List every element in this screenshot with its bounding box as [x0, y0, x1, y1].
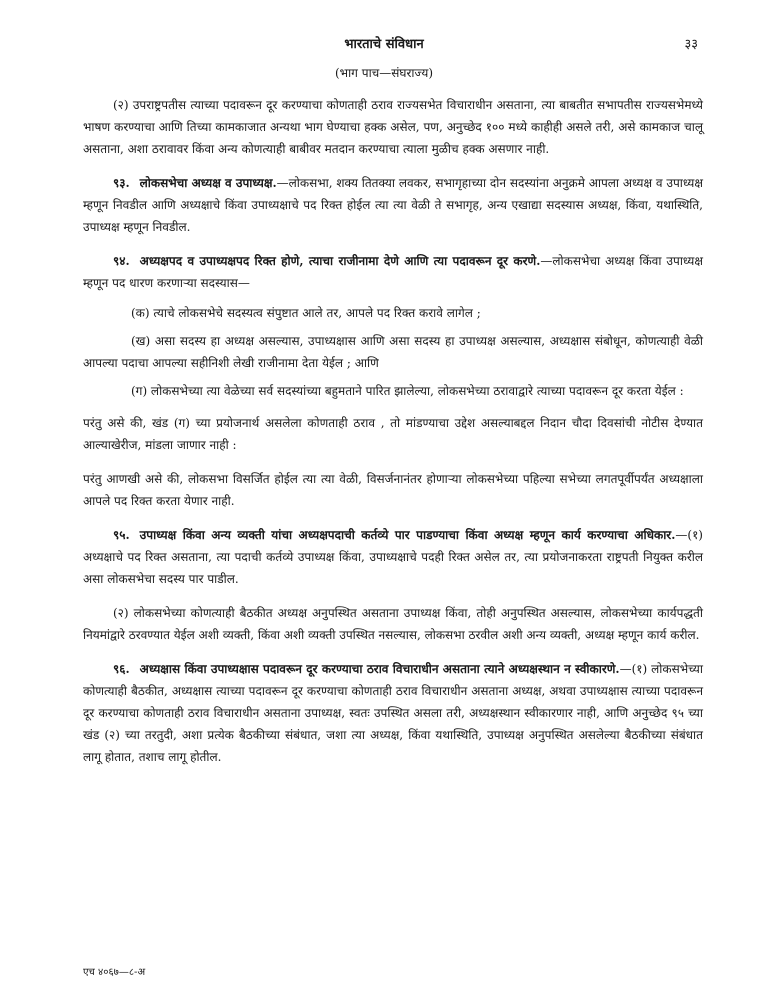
- clause-a: (क) त्याचे लोकसभेचे सदस्यत्व संपुष्टात आले तर, आपले पद रिक्त करावे लागेल ;: [131, 306, 481, 320]
- section-number: ९४.: [113, 254, 130, 268]
- section-number: ९३.: [113, 176, 130, 190]
- section-text: —लोकसभेचा अध्यक्ष किंवा उपाध्यक्ष म्हणून पद धारण करणाऱ्या सदस्यास—: [83, 254, 704, 290]
- section-number: ९६.: [113, 662, 130, 676]
- section-95-2: (२) लोकसभेच्या कोणत्याही बैठकीत अध्यक्ष अनुपस्थित असताना उपाध्यक्ष किंवा, तोही अनुपस्थित असल्यास, लोकसभेच्या कार्यपद्धती नियमांद्वारे ठरवण्यात येईल अशी व्यक्ती, किंवा अशी व्यक्ती उपस्थित नसल्यास, लोकसभा ठरवील अशी अन्य व्यक्ती, अध्यक्ष म्हणून कार्य करील.: [83, 606, 703, 642]
- section-number: ९५.: [113, 528, 130, 542]
- print-code: एच ४०६७—८-अ: [83, 967, 146, 978]
- section-text: —(१) लोकसभेच्या कोणत्याही बैठकीत, अध्यक्षास त्याच्या पदावरून दूर करण्याचा कोणताही ठराव विचाराधीन असताना अध्यक्ष, अथवा उपाध्यक्षास त्याच्या पदावरून दूर करण्याचा कोणताही ठराव विचाराधीन असताना उपाध्यक्ष, स्वतः उपस्थित असला तरी, अध्यक्षस्थान स्वीकारणार नाही, आणि अनुच्छेद ९५ च्या खंड (२) च्या तरतुदी, अशा प्रत्येक बैठकीच्या संबंधात, जशा त्या अध्यक्ष, किंवा यथास्थिति, उपाध्यक्ष अनुपस्थित असलेल्या बैठकीच्या संबंधात लागू होतात, तशाच लागू होतील.: [83, 662, 703, 764]
- section-heading: अध्यक्षपद व उपाध्यक्षपद रिक्त होणे, त्याचा राजीनामा देणे आणि त्या पदावरून दूर करणे.: [139, 254, 541, 268]
- document-body: [83, 94, 703, 780]
- section-96: [83, 658, 703, 768]
- section-heading: लोकसभेचा अध्यक्ष व उपाध्यक्ष.: [139, 176, 277, 190]
- page-title: भारताचे संविधान: [344, 37, 424, 52]
- section-text: —लोकसभा, शक्य तितक्या लवकर, सभागृहाच्या दोन सदस्यांना अनुक्रमे आपला अध्यक्ष व उपाध्यक्ष म्हणून निवडील आणि अध्यक्षाचे किंवा उपाध्यक्षाचे पद रिक्त होईल त्या त्या वेळी ते सभागृह, अन्य एखाद्या सदस्यास अध्यक्ष, किंवा, यथास्थिति, उपाध्यक्ष म्हणून निवडील.: [83, 176, 703, 234]
- section-94: [83, 250, 703, 294]
- proviso-2: परंतु आणखी असे की, लोकसभा विसर्जित होईल त्या त्या वेळी, विसर्जनानंतर होणाऱ्या लोकसभेच्या पहिल्या सभेच्या लगतपूर्वीपर्यंत अध्यक्षाला आपले पद रिक्त करता येणार नाही.: [83, 472, 703, 508]
- proviso-1: परंतु असे की, खंड (ग) च्या प्रयोजनार्थ असलेला कोणताही ठराव , तो मांडण्याचा उद्देश असल्याबद्दल निदान चौदा दिवसांची नोटीस देण्यात आल्याखेरीज, मांडला जाणार नाही :: [83, 416, 703, 452]
- clause-b: (ख) असा सदस्य हा अध्यक्ष असल्यास, उपाध्यक्षास आणि असा सदस्य हा उपाध्यक्ष असल्यास, अध्यक्षास संबोधून, कोणत्याही वेळी आपल्या पदाचा आपल्या सहीनिशी लेखी राजीनामा देता येईल ; आणि: [83, 334, 703, 370]
- section-heading: उपाध्यक्ष किंवा अन्य व्यक्ती यांचा अध्यक्षपदाची कर्तव्ये पार पाडण्याचा किंवा अध्यक्ष म्हणून कार्य करण्याचा अधिकार.: [139, 528, 676, 542]
- section-text: —(१) अध्यक्षाचे पद रिक्त असताना, त्या पदाची कर्तव्ये उपाध्यक्ष किंवा, उपाध्यक्षाचे पदही रिक्त असेल तर, त्या प्रयोजनाकरता राष्ट्रपती नियुक्त करील असा लोकसभेचा सदस्य पार पाडील.: [83, 528, 703, 586]
- paragraph-92-2: (२) उपराष्ट्रपतीस त्याच्या पदावरून दूर करण्याचा कोणताही ठराव राज्यसभेत विचाराधीन असताना, त्या बाबतीत सभापतीस राज्यसभेमध्ये भाषण करण्याचा आणि तिच्या कामकाजात अन्यथा भाग घेण्याचा हक्क असेल, पण, अनुच्छेद १०० मध्ये काहीही असले तरी, असे कामकाज चालू असताना, अशा ठरावावर किंवा अन्य कोणत्याही बाबीवर मतदान करण्याचा त्याला मुळीच हक्क असणार नाही.: [83, 98, 703, 156]
- part-subtitle: (भाग पाच—संघराज्य): [334, 66, 434, 80]
- page-number: ३३: [684, 37, 698, 52]
- section-93: [83, 172, 703, 238]
- clause-c: (ग) लोकसभेच्या त्या वेळेच्या सर्व सदस्यांच्या बहुमताने पारित झालेल्या, लोकसभेच्या ठरावाद्वारे त्याच्या पदावरून दूर करता येईल :: [131, 384, 684, 398]
- section-heading: अध्यक्षास किंवा उपाध्यक्षास पदावरून दूर करण्याचा ठराव विचाराधीन असताना त्याने अध्यक्षस्थान न स्वीकारणे.: [139, 662, 620, 676]
- section-95: [83, 524, 703, 590]
